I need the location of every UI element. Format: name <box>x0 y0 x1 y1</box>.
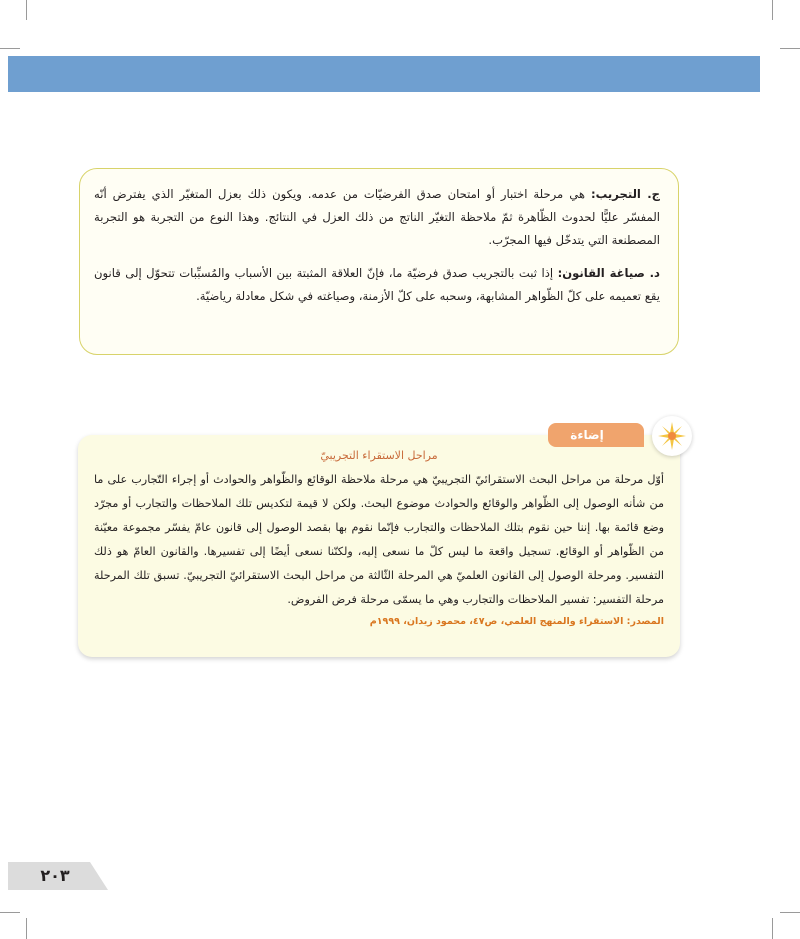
idaa-tab-label: إضاءة <box>570 428 604 442</box>
idaa-tab <box>548 423 644 447</box>
crop-mark <box>0 48 20 49</box>
crop-mark <box>772 918 773 939</box>
idaa-text: أوّل مرحلة من مراحل البحث الاستقرائيّ التجريبيّ هي مرحلة ملاحظة الوقائع والظّواهر والحوادث أو إجراء التّجارب على ما من شأنه الوصول إلى الظّواهر والوقائع والحوادث موضوع البحث. ولكن لا قيمة لتكديس تلك الملاحظات والتجارب أو مجرّد وضع قائمة بها. إننا حين نقوم بتلك الملاحظات والتجارب فإنّما نقوم بها بقصد الوصول إلى قانون عامّ يفسّر مجموعة معيّنة من الظّواهر أو الوقائع. تسجيل واقعة ما ليس كلّ ما نسعى إليه، ولكنّنا نسعى أيضًا إلى تفسيرها. والقانون العامّ هو ذلك التفسير. ومرحلة الوصول إلى القانون العلميّ هي المرحلة الثّالثة من مراحل البحث الاستقرائيّ التجريبيّ. تسبق تلك المرحلة مرحلة التفسير: تفسير الملاحظات والتجارب وهي ما يسمّى مرحلة فرض الفروض. <box>94 473 664 606</box>
idaa-badge <box>652 416 692 456</box>
paragraph-d-label: د. صياغة القانون: <box>557 266 660 280</box>
crop-mark <box>780 912 800 913</box>
crop-mark <box>26 918 27 939</box>
idaa-box <box>78 435 680 657</box>
crop-mark <box>780 48 800 49</box>
crop-mark <box>0 912 20 913</box>
paragraph-d <box>94 262 660 308</box>
idaa-source: المصدر: الاستقراء والمنهج العلمي، ص٤٧، محمود زيدان، ١٩٩٩م <box>369 616 664 627</box>
paragraph-c-text: هي مرحلة اختبار أو امتحان صدق الفرضيّات من عدمه. ويكون ذلك بعزل المتغيّر الذي يفترض أنّه المفسّر عليًّا لحدوث الظّاهرة ثمّ ملاحظة التغيّر الناتج من ذلك العزل في النتائج. وهذا النوع من التجربة هو التجربة المصطنعة التي يتدخّل فيها المجرّب. <box>94 187 660 247</box>
paragraph-c <box>94 183 660 252</box>
sunburst-icon <box>658 422 686 450</box>
crop-mark <box>772 0 773 20</box>
content-box <box>79 168 679 355</box>
crop-mark <box>26 0 27 20</box>
paragraph-d-text: إذا ثبت بالتجريب صدق فرضيّة ما، فإنّ العلاقة المثبتة بين الأسباب والمُسبِّبات تتحوّل إلى قانون يقع تعميمه على كلّ الظّواهر المشابهة، وسحبه على كلّ الأزمنة، وصياغته في شكل معادلة رياضيّة. <box>94 266 660 303</box>
header-band <box>8 56 760 92</box>
idaa-title: مراحل الاستقراء التجريبيّ <box>320 449 438 462</box>
page-number: ٢٠٣ <box>40 866 70 885</box>
paragraph-c-label: ج. التجريب: <box>591 187 660 201</box>
